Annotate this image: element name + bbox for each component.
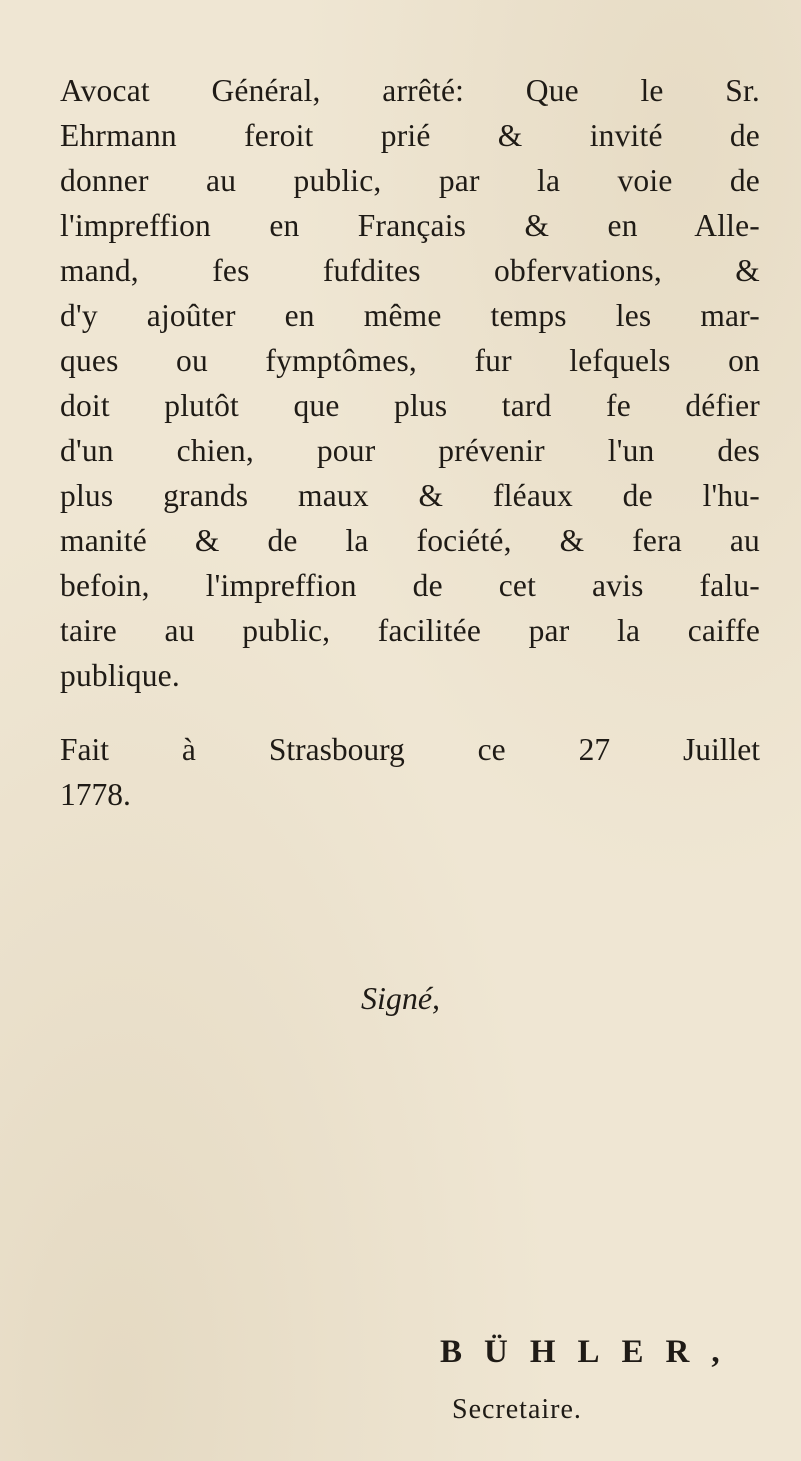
text-line: donner au public, par la voie de bbox=[60, 163, 760, 198]
decree-paragraph bbox=[60, 68, 760, 698]
year-line: 1778. bbox=[60, 777, 131, 812]
fait-line: Fait à Strasbourg ce 27 Juillet bbox=[60, 732, 760, 767]
text-line: publique. bbox=[60, 658, 180, 693]
text-line: ques ou fymptômes, fur lefquels on bbox=[60, 343, 760, 378]
signed-label: Signé, bbox=[360, 980, 441, 1016]
text-line: Ehrmann feroit prié & invité de bbox=[60, 118, 760, 153]
text-line: befoin, l'impreffion de cet avis falu- bbox=[60, 568, 760, 603]
text-line: manité & de la fociété, & fera au bbox=[60, 523, 760, 558]
text-line: doit plutôt que plus tard fe défier bbox=[60, 388, 760, 423]
signer-role: Secretaire. bbox=[452, 1394, 582, 1425]
text-line: d'un chien, pour prévenir l'un des bbox=[60, 433, 760, 468]
date-place-line bbox=[60, 727, 760, 817]
text-line: l'impreffion en Français & en Alle- bbox=[60, 208, 760, 243]
text-line: mand, fes fufdites obfervations, & bbox=[60, 253, 760, 288]
text-line: d'y ajoûter en même temps les mar- bbox=[60, 298, 760, 333]
text-line: taire au public, facilitée par la caiffe bbox=[60, 613, 760, 648]
signer-name: BÜHLER, bbox=[440, 1334, 742, 1370]
text-line: plus grands maux & fléaux de l'hu- bbox=[60, 478, 760, 513]
text-line: Avocat Général, arrêté: Que le Sr. bbox=[60, 73, 760, 108]
